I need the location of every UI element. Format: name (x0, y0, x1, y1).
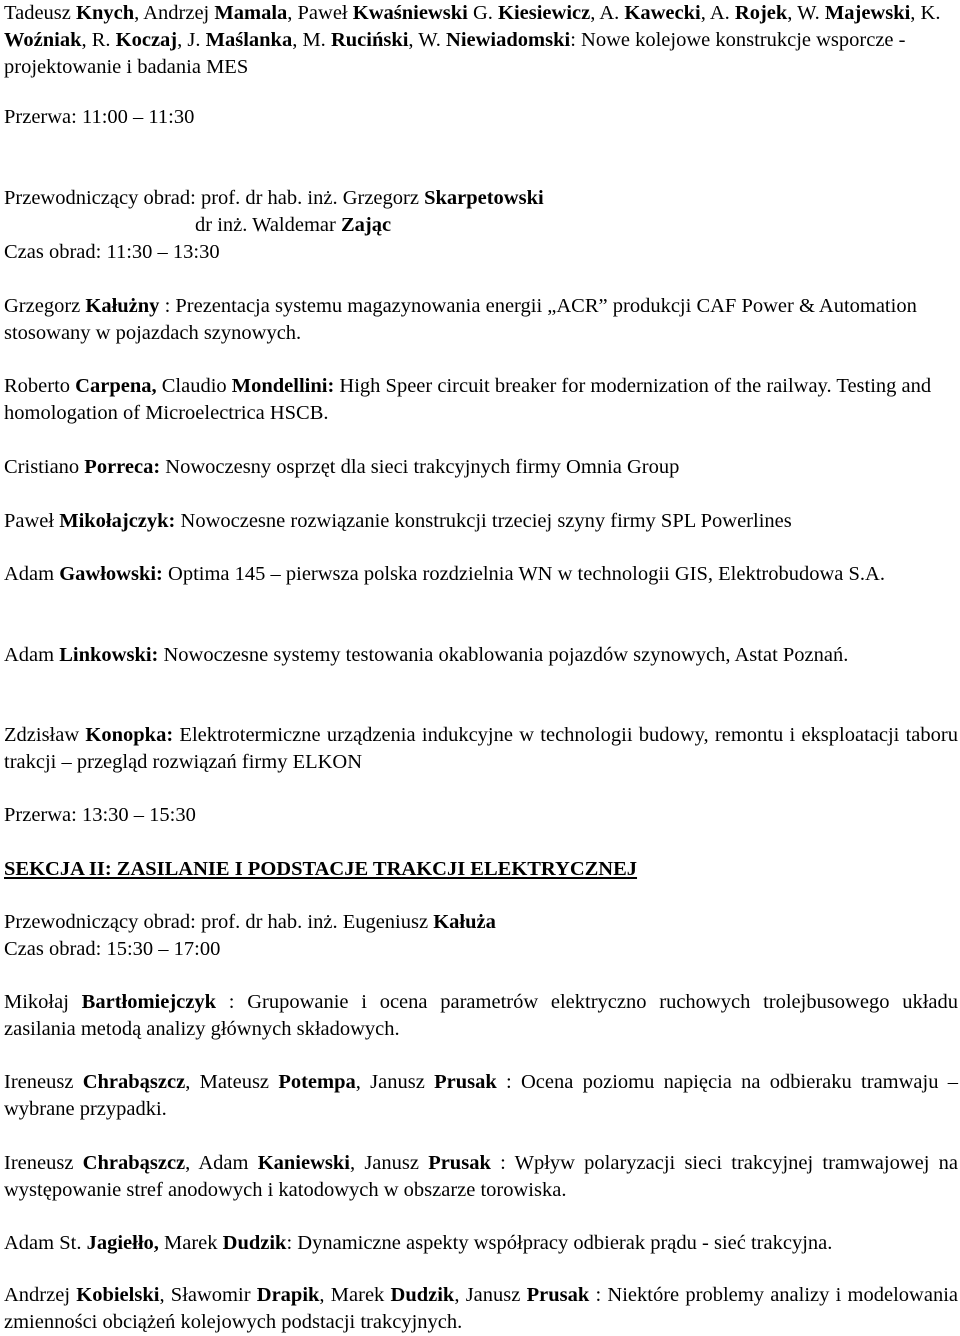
author-surname: Woźniak (4, 29, 82, 51)
author-surname: Mikołajczyk: (59, 510, 176, 532)
author-surname: Majewski (824, 2, 911, 24)
author-surname: Ruciński (330, 29, 409, 51)
chair-surname: Kałuża (433, 911, 496, 933)
author-surname: Chrabąszcz (82, 1152, 186, 1174)
author-surname: Kałużny (85, 295, 160, 317)
author-surname: Gawłowski: (59, 563, 163, 585)
paper-entry: Ireneusz Chrabąszcz, Mateusz Potempa, Janusz Prusak : Ocena poziomu napięcia na odbieraku tramwaju – wybrane przypadki. (4, 1071, 958, 1120)
session-time: Czas obrad: 11:30 – 13:30 (4, 241, 220, 263)
paper-entry: Mikołaj Bartłomiejczyk : Grupowanie i ocena parametrów elektryczno ruchowych trolejbusowego układu zasilania metodą analizy głównych składowych. (4, 991, 959, 1040)
author-surname: Linkowski: (59, 644, 159, 666)
paper-entry: Ireneusz Chrabąszcz, Adam Kaniewski, Janusz Prusak : Wpływ polaryzacji sieci trakcyjnej tramwajowej na występowanie stref anodowych i katodowych w obszarze torowiska. (4, 1152, 959, 1201)
author-surname: Porreca: (84, 456, 161, 478)
session-co-chair: dr inż. Waldemar Zając (195, 214, 392, 236)
author-surname: Dudzik (222, 1232, 287, 1254)
author-surname: Kaniewski (257, 1152, 350, 1174)
author-surname: Kwaśniewski (352, 2, 468, 24)
session-chair: Przewodniczący obrad: prof. dr hab. inż. Grzegorz Skarpetowski (4, 187, 544, 209)
author-surname: Knych (76, 2, 135, 24)
author-surname: Rojek (734, 2, 788, 24)
author-surname: Kawecki (624, 2, 701, 24)
author-surname: Prusak (434, 1071, 497, 1093)
author-surname: Niewiadomski (446, 29, 571, 51)
paper-entry: Adam Gawłowski: Optima 145 – pierwsza polska rozdzielnia WN w technologii GIS, Elektrobudowa S.A. (4, 563, 885, 585)
author-surname: Prusak (428, 1152, 491, 1174)
session-time: Czas obrad: 15:30 – 17:00 (4, 938, 221, 960)
author-surname: Jagiełło, (86, 1232, 159, 1254)
author-surname: Kiesiewicz (498, 2, 591, 24)
break-time: Przerwa: 11:00 – 11:30 (4, 106, 195, 128)
author-surname: Potempa (278, 1071, 356, 1093)
author-surname: Bartłomiejczyk (81, 991, 217, 1013)
author-surname: Maślanka (205, 29, 293, 51)
author-surname: Carpena, (75, 375, 157, 397)
author-surname: Dudzik (390, 1284, 455, 1306)
paper-entry: Cristiano Porreca: Nowoczesny osprzęt dla sieci trakcyjnych firmy Omnia Group (4, 456, 680, 478)
chair-surname: Skarpetowski (424, 187, 544, 209)
author-surname: Chrabąszcz (82, 1071, 186, 1093)
paper-entry: Tadeusz Knych, Andrzej Mamala, Paweł Kwaśniewski G. Kiesiewicz, A. Kawecki, A. Rojek, W. Majewski, K. Woźniak, R. Koczaj, J. Maślanka, M. Ruciński, W. Niewiadomski: Nowe kolejowe konstrukcje wsporcze - projektowanie i badania MES (4, 2, 941, 78)
paper-entry: Adam St. Jagiełło, Marek Dudzik: Dynamiczne aspekty współpracy odbierak prądu - sieć trakcyjna. (4, 1232, 833, 1254)
paper-entry: Adam Linkowski: Nowoczesne systemy testowania okablowania pojazdów szynowych, Astat Poznań. (4, 644, 849, 666)
break-time: Przerwa: 13:30 – 15:30 (4, 804, 196, 826)
paper-entry: Grzegorz Kałużny : Prezentacja systemu magazynowania energii „ACR” produkcji CAF Power & Automation stosowany w pojazdach szynowych. (4, 295, 917, 344)
author-surname: Koczaj (115, 29, 178, 51)
paper-entry: Roberto Carpena, Claudio Mondellini: High Speer circuit breaker for modernization of the railway. Testing and homologation of Microelectrica HSCB. (4, 375, 932, 424)
author-surname: Konopka: (85, 724, 174, 746)
chair-surname: Zając (340, 214, 392, 236)
author-surname: Mondellini: (231, 375, 335, 397)
paper-entry: Andrzej Kobielski, Sławomir Drapik, Marek Dudzik, Janusz Prusak : Niektóre problemy analizy i modelowania zmienności obciążeń kolejowych podstacji trakcyjnych. (4, 1284, 958, 1333)
author-surname: Drapik (256, 1284, 320, 1306)
author-surname: Mamala (214, 2, 288, 24)
paper-entry: Paweł Mikołajczyk: Nowoczesne rozwiązanie konstrukcji trzeciej szyny firmy SPL Powerlines (4, 510, 792, 532)
author-surname: Kobielski (76, 1284, 160, 1306)
author-surname: Prusak (526, 1284, 590, 1306)
paper-entry: Zdzisław Konopka: Elektrotermiczne urządzenia indukcyjne w technologii budowy, remontu i eksploatacji taboru trakcji – przegląd rozwiązań firmy ELKON (4, 724, 958, 773)
section-heading: SEKCJA II: ZASILANIE I PODSTACJE TRAKCJI ELEKTRYCZNEJ (4, 858, 638, 880)
session-chair: Przewodniczący obrad: prof. dr hab. inż. Eugeniusz Kałuża (4, 911, 496, 933)
